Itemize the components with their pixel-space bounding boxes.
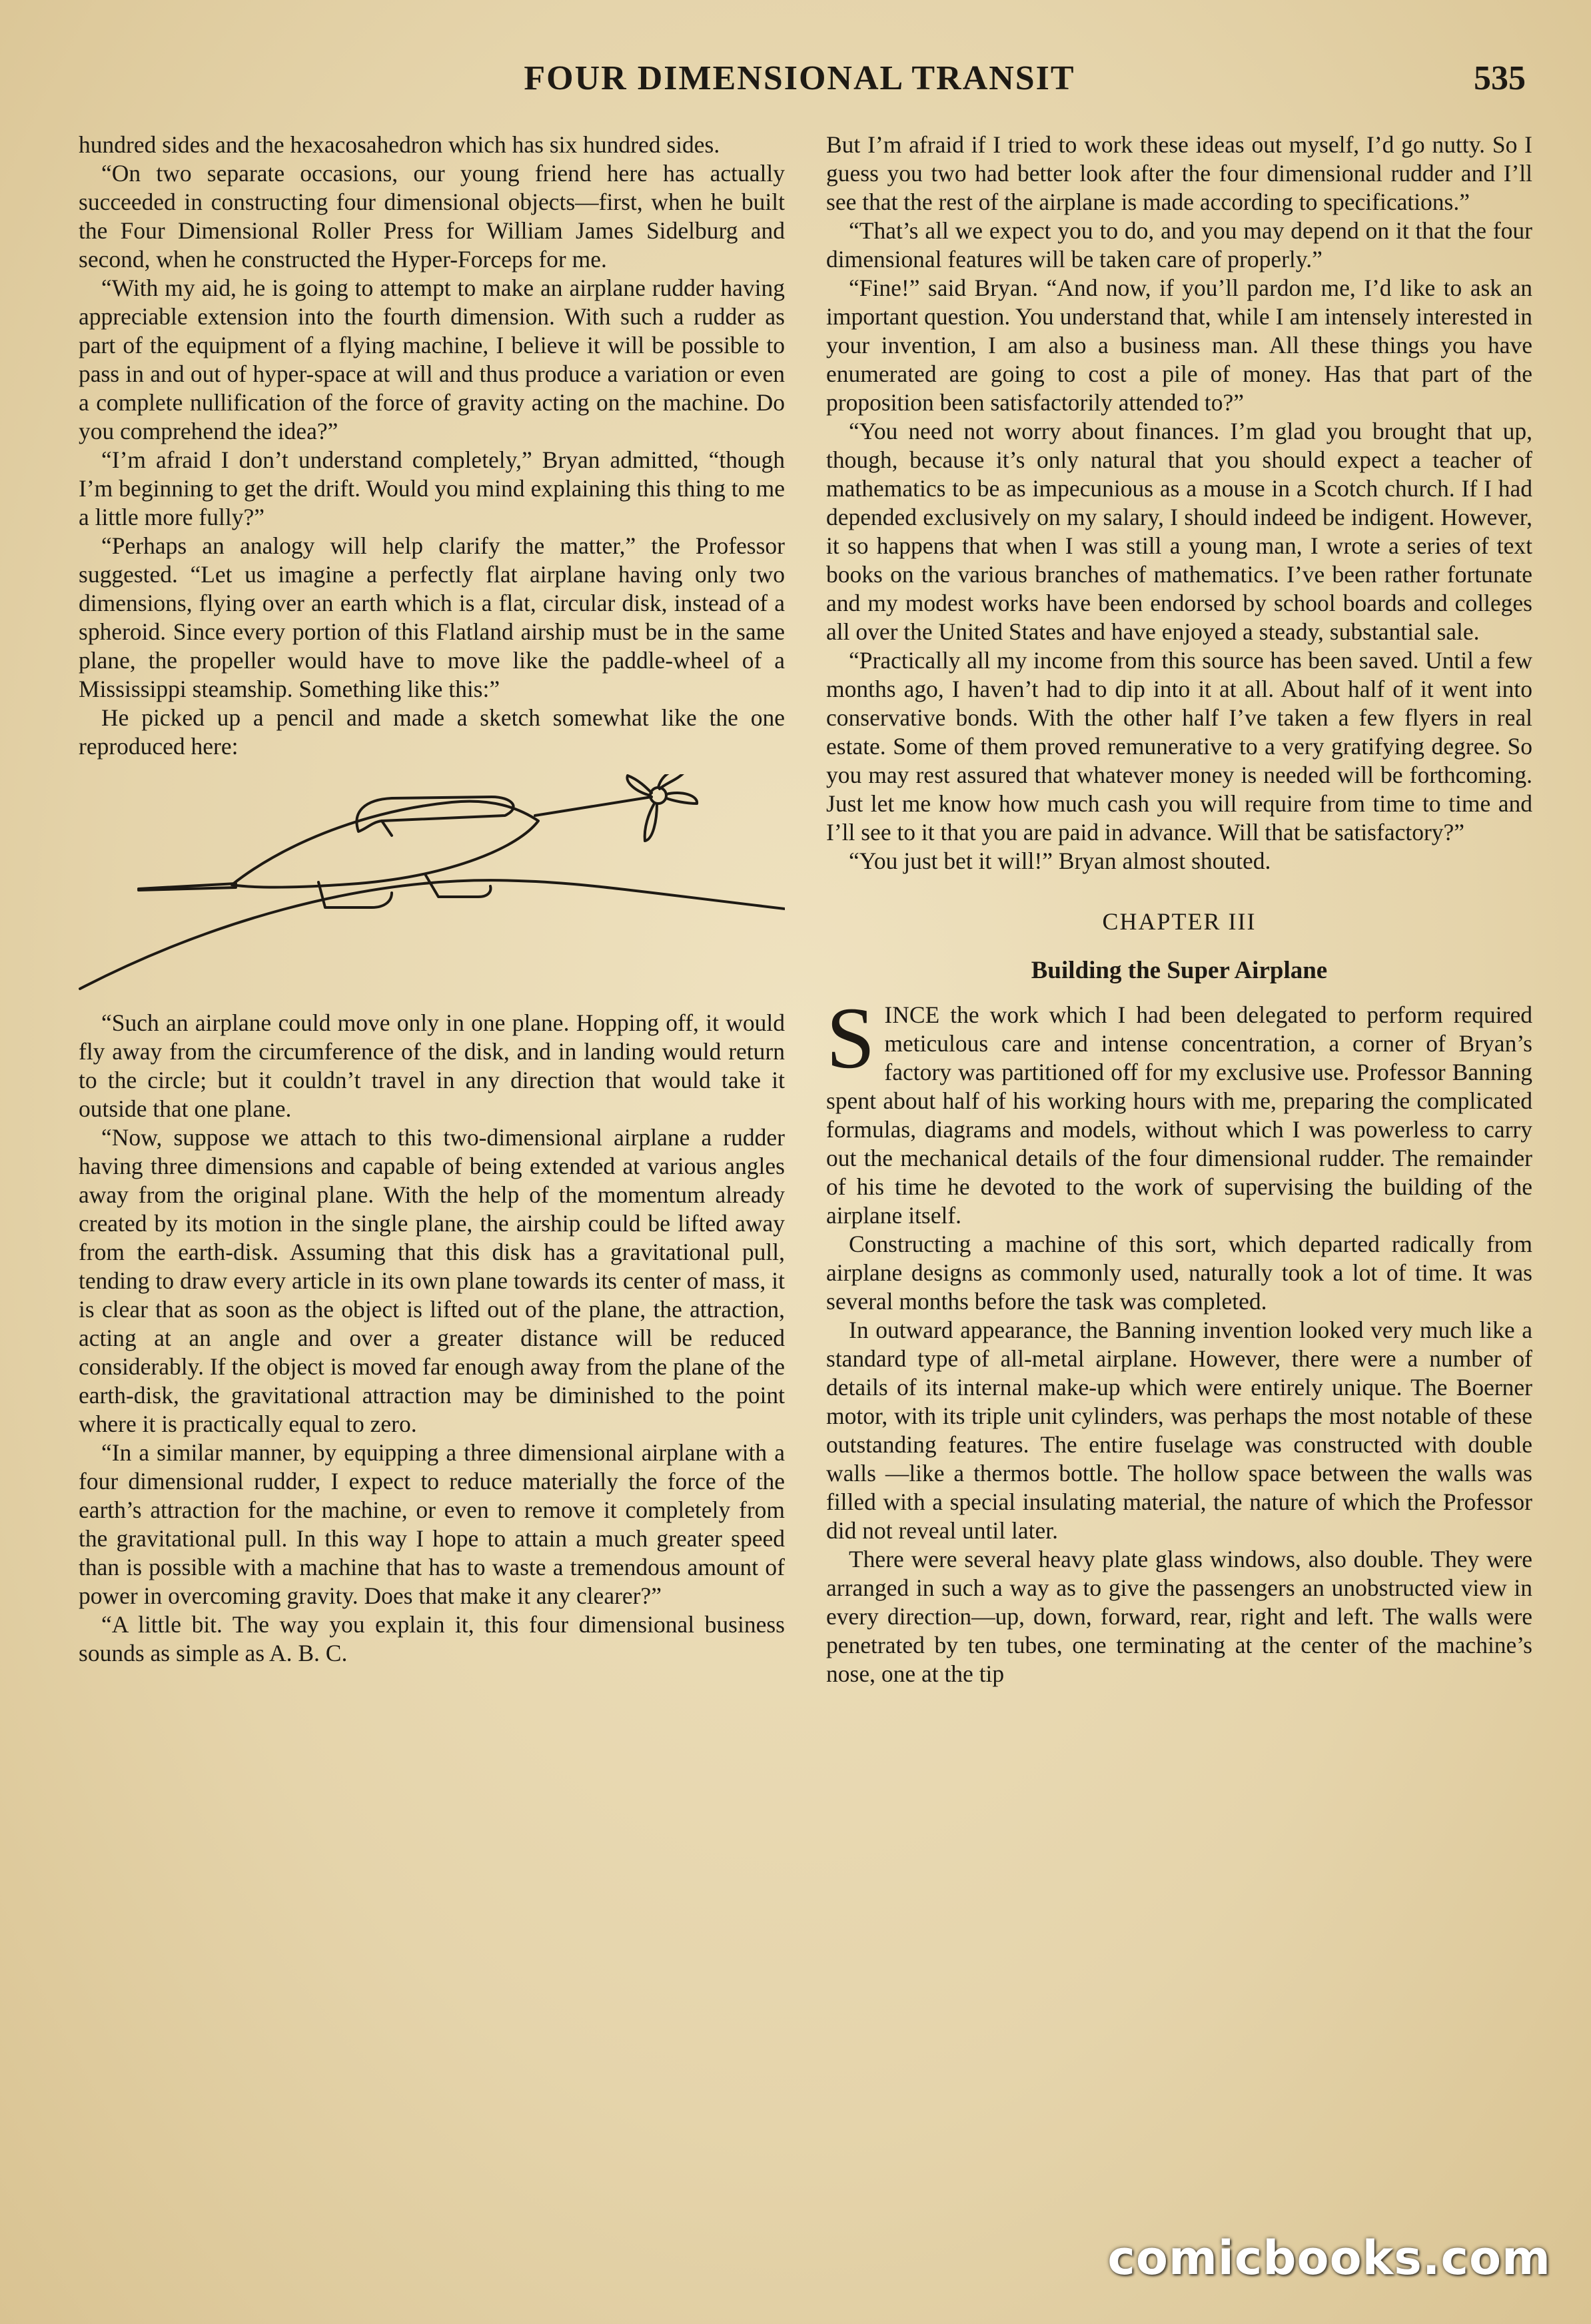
propeller-blade <box>666 793 697 804</box>
paragraph: There were several heavy plate glass windows, also double. They were arranged in such a way as to give the passengers an unobstructed view in every direction—up, down, forward, rear, right and left. The walls were penetrated by ten tubes, one terminating at the center of the machine’s nose, one at the tip <box>826 1546 1532 1687</box>
right-column <box>826 131 1532 1688</box>
running-title: FOUR DIMENSIONAL TRANSIT <box>524 59 1075 97</box>
page-header <box>73 59 1526 112</box>
page-number: 535 <box>1474 59 1526 97</box>
propeller-blade <box>627 776 652 796</box>
fuselage <box>232 802 538 887</box>
propeller-blade <box>658 774 685 789</box>
paragraph: “Practically all my income from this source has been saved. Until a few months ago, I haven’t had to dip into it at all. About half of it went into conservative bonds. With the other half I’ve taken a few flyers in real estate. Some of them proved remunerative to a very gratifying degree. So you may rest assured that whatever money is needed will be forthcoming. Just let me know how much cash you will require from time to time and I’ll see to it that you are paid in advance. Will that be satisfactory?” <box>826 647 1532 846</box>
chapter-title: Building the Super Airplane <box>1031 957 1328 984</box>
paragraph: “That’s all we expect you to do, and you may depend on it that the four dimensional features will be taken care of properly.” <box>826 217 1532 273</box>
paragraph: “On two separate occasions, our young friend here has actually succeeded in constructing four dimensional objects—first, when he built the Four Dimensional Roller Press for William James Sidelburg and second, when he constructed the Hyper-Forceps for me. <box>79 160 785 273</box>
paragraph: “I’m afraid I don’t understand completely,” Bryan admitted, “though I’m beginning to get the drift. Would you mind explaining this thing to me a little more fully?” <box>79 446 785 530</box>
left-column <box>79 131 785 1668</box>
paragraph: hundred sides and the hexacosahedron which has six hundred sides. <box>79 131 720 158</box>
site-watermark: comicbooks.com <box>1107 2231 1551 2285</box>
paragraph: Constructing a machine of this sort, which departed radically from airplane designs as commonly used, naturally took a lot of time. It was several months before the task was completed. <box>826 1231 1532 1315</box>
propeller-hub <box>650 788 666 804</box>
propeller-shaft <box>535 797 652 816</box>
paragraph: “Now, suppose we attach to this two-dimensional airplane a rudder having three dimensions and capable of being extended at various angles away from the original plane. With the help of the momentum already created by its motion in the single plane, the airship could be lifted away from the earth-disk. Assuming that this disk has a gravitational pull, tending to draw every article in its own plane towards its center of mass, it is clear that as soon as the object is lifted out of the plane, the attraction, acting at an angle and over a greater distance will be reduced considerably. If the object is moved far enough away from the plane of the earth-disk, the gravitational attraction may be diminished to the point where it is practically equal to zero. <box>79 1124 785 1437</box>
opening-paragraph <box>826 989 1532 1230</box>
paragraph: “You need not worry about finances. I’m glad you brought that up, though, because it’s only natural that you should expect a teacher of mathematics to be as impecunious as a mouse in a Scotch church. If I had depended exclusively on my salary, I should indeed be indigent. However, it so happens that when I was still a young man, I wrote a series of text books on the various branches of mathematics. I’ve been rather fortunate and my modest works have been endorsed by school boards and colleges all over the United States and have enjoyed a steady, substantial sale. <box>826 418 1532 645</box>
propeller-blade <box>645 804 657 841</box>
paragraph-text: INCE the work which I had been delegated to perform required meticulous care and intense concentration, a corner of Bryan’s factory was partitioned off for my exclusive use. Professor Banning spent about half of his working hours with me, preparing the complicated formulas, diagrams and models, without which I was powerless to carry out the mechanical details of the four dimensional rudder. The remainder of his time he devoted to the work of supervising the building of the airplane itself. <box>826 1001 1532 1229</box>
paragraph: “In a similar manner, by equipping a three dimensional airplane with a four dimensional rudder, I expect to reduce materially the force of the earth’s attraction for the machine, or even to remove it completely from the gravitational pull. In this way I hope to attain a much greater speed than is possible with a machine that has to waste a tremendous amount of power in overcoming gravity. Does that make it any clearer?” <box>79 1439 785 1609</box>
earth-disk-arc <box>80 880 785 989</box>
paragraph: “You just bet it will!” Bryan almost shouted. <box>849 848 1271 874</box>
paragraph: “With my aid, he is going to attempt to make an airplane rudder having appreciable extension into the fourth dimension. With such a rudder as part of the equipment of a flying machine, I believe it will be possible to pass in and out of hyper-space at will and thus produce a variation or even a complete nullification of the force of gravity acting on the machine. Do you comprehend the idea?” <box>79 275 785 444</box>
drop-cap: S <box>826 989 875 1087</box>
paragraph: “Perhaps an analogy will help clarify the matter,” the Professor suggested. “Let us imagine a perfectly flat airplane having only two dimensions, flying over an earth which is a flat, circular disk, instead of a spheroid. Since every portion of this Flatland airship must be in the same plane, the propeller would have to move like the paddle-wheel of a Mississippi steamship. Something like this:” <box>79 532 785 702</box>
tail-spike <box>139 883 236 890</box>
paragraph: “A little bit. The way you explain it, this four dimensional business sounds as simple as A. B. C. <box>79 1611 785 1666</box>
flatland-airplane-sketch <box>79 774 785 994</box>
paragraph: “Such an airplane could move only in one plane. Hopping off, it would fly away from the circumference of the disk, and in landing would return to the circle; but it couldn’t travel in any direction that would take it outside that one plane. <box>79 1009 785 1122</box>
paragraph: “Fine!” said Bryan. “And now, if you’ll pardon me, I’d like to ask an important question. You understand that, while I am intensely interested in your invention, I am also a business man. All these things you have enumerated are going to cost a pile of money. Has that part of the proposition been satisfactorily attended to?” <box>826 275 1532 416</box>
chapter-heading: CHAPTER III <box>1102 908 1257 935</box>
paragraph: In outward appearance, the Banning invention looked very much like a standard type of all-metal airplane. However, there were a number of details of its internal make-up which were entirely unique. The Boerner motor, with its triple unit cylinders, was perhaps the most notable of these outstanding features. The entire fuselage was constructed with double walls —like a thermos bottle. The hollow space between the walls was filled with a special insulating material, the nature of which the Professor did not reveal until later. <box>826 1317 1532 1544</box>
paragraph: He picked up a pencil and made a sketch somewhat like the one reproduced here: <box>79 704 785 760</box>
paragraph: But I’m afraid if I tried to work these ideas out myself, I’d go nutty. So I guess you two had better look after the four dimensional rudder and I’ll see that the rest of the airplane is made according to specifications.” <box>826 131 1532 215</box>
